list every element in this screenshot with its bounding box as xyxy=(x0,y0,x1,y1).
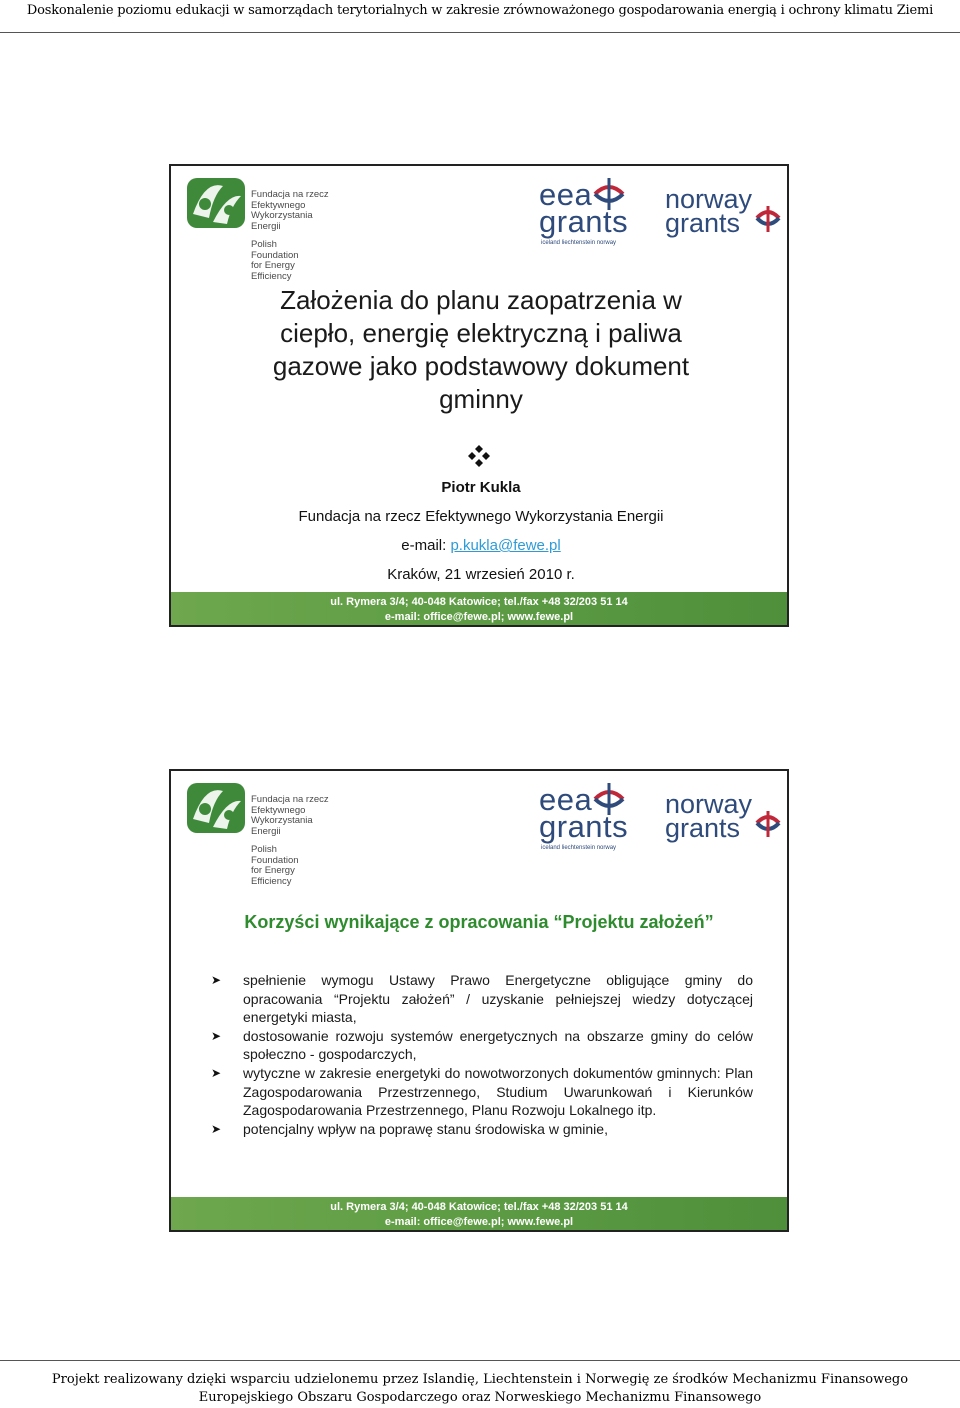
slide-1-info xyxy=(191,477,771,593)
author-name: Piotr Kukla xyxy=(441,479,521,496)
fewe-en-line: Polish xyxy=(251,239,277,250)
date-line: Kraków, 21 wrzesień 2010 r. xyxy=(387,566,575,583)
grants-word: grants xyxy=(539,809,629,844)
page-footer-line: Projekt realizowany dzięki wsparciu udzielonemu przez Islandię, Liechtenstein i Norwegię ze środków Mechanizmu Finansowego xyxy=(51,1372,909,1387)
arrow-bullet-icon: ➤ xyxy=(211,1121,222,1136)
fewe-logo xyxy=(183,779,353,889)
list-item xyxy=(211,1120,753,1139)
fewe-en-line: for Energy xyxy=(251,865,295,876)
slide-footer-band xyxy=(171,1197,787,1230)
fewe-en-line: for Energy xyxy=(251,260,295,271)
fewe-logo xyxy=(183,174,353,284)
fewe-pl-line: Energii xyxy=(251,825,281,837)
email-link[interactable]: p.kukla@fewe.pl xyxy=(450,537,561,554)
slide-2-title: Korzyści wynikające z opracowania “Projektu założeń” xyxy=(244,912,714,932)
fewe-pl-line: Wykorzystania xyxy=(251,210,313,221)
grants-word: grants xyxy=(665,813,741,843)
slide-footer-contact: e-mail: office@fewe.pl; www.fewe.pl xyxy=(384,1216,574,1228)
grants-word: grants xyxy=(665,208,741,238)
slide-footer-address: ul. Rymera 3/4; 40-048 Katowice; tel./fax +48 32/203 51 14 xyxy=(330,596,628,608)
norway-knot-icon xyxy=(755,204,781,234)
list-item xyxy=(211,1027,753,1064)
fewe-pl-line: Energii xyxy=(251,220,281,232)
fewe-en-line: Foundation xyxy=(251,854,299,866)
slide-1-title xyxy=(211,284,751,416)
norway-word: norway xyxy=(665,184,753,214)
arrow-bullet-icon: ➤ xyxy=(211,1065,222,1080)
eea-word: eea xyxy=(539,177,593,212)
grants-word: grants xyxy=(539,204,629,239)
eea-grants-logo xyxy=(539,174,639,244)
norway-word: norway xyxy=(665,789,753,819)
list-item xyxy=(211,971,753,1027)
list-item xyxy=(211,1064,753,1120)
eea-subtitle: iceland liechtenstein norway xyxy=(541,240,617,246)
arrow-bullet-icon: ➤ xyxy=(211,973,222,987)
fewe-pl-line: Fundacja na rzecz xyxy=(251,794,329,805)
email-line xyxy=(191,535,771,564)
list-item-text: wytyczne w zakresie energetyki do nowotworzonych dokumentów gminnych: Plan Zagospodarowania Przestrzennego, Studium Uwarunkowań i Kierunków Zagospodarowania Przestrzennego, Planu Rozwoju Lokalnego itp. xyxy=(243,1064,753,1119)
eea-grants-logo xyxy=(539,779,639,849)
list-item-text: spełnienie wymogu Ustawy Prawo Energetyczne obligujące gminy do opracowania “Projektu założeń” / uzyskanie pełniejszej wiedzy dotyczącej energetyki miasta, xyxy=(243,972,753,1026)
page-footer-line: Europejskiego Obszaru Gospodarczego oraz Norweskiego Mechanizmu Finansowego xyxy=(198,1390,762,1405)
slide-1-title-line: gminny xyxy=(439,384,523,414)
benefits-list xyxy=(211,971,753,1138)
page-header-text: Doskonalenie poziomu edukacji w samorządach terytorialnych w zakresie zrównoważonego gospodarowania energią i ochrony klimatu Ziemi xyxy=(26,3,934,18)
slide-2 xyxy=(169,769,789,1232)
fewe-pl-line: Fundacja na rzecz xyxy=(251,189,329,200)
page-header xyxy=(0,0,960,33)
page-footer xyxy=(0,1360,960,1408)
norway-grants-logo xyxy=(665,186,785,246)
slide-1-title-line: ciepło, energię elektryczną i paliwa xyxy=(280,318,682,348)
slide-1 xyxy=(169,164,789,627)
eea-subtitle: iceland liechtenstein norway xyxy=(541,845,617,851)
organization-name: Fundacja na rzecz Efektywnego Wykorzystania Energii xyxy=(298,508,664,525)
email-label: e-mail: xyxy=(401,537,451,554)
slide-footer-band xyxy=(171,592,787,625)
fewe-logo-mark-icon xyxy=(183,779,249,839)
fewe-en-line: Polish xyxy=(251,844,277,855)
eea-word: eea xyxy=(539,782,593,817)
slide-1-title-line: Założenia do planu zaopatrzenia w xyxy=(280,285,682,315)
fewe-logo-text xyxy=(251,190,329,282)
fewe-logo-mark-icon xyxy=(183,174,249,234)
fewe-pl-line: Efektywnego xyxy=(251,804,306,816)
arrow-bullet-icon: ➤ xyxy=(211,1028,222,1043)
fewe-en-line: Efficiency xyxy=(251,270,292,282)
slide-footer-contact: e-mail: office@fewe.pl; www.fewe.pl xyxy=(384,611,574,623)
eea-knot-icon xyxy=(591,176,627,212)
slide-footer-address: ul. Rymera 3/4; 40-048 Katowice; tel./fax +48 32/203 51 14 xyxy=(330,1201,628,1213)
list-item-text: potencjalny wpływ na poprawę stanu środowiska w gminie, xyxy=(243,1120,608,1137)
eea-knot-icon xyxy=(591,781,627,817)
diamond-ornament-icon xyxy=(467,444,491,468)
norway-grants-logo xyxy=(665,791,785,851)
list-item-text: dostosowanie rozwoju systemów energetycznych na obszarze gminy do celów społeczno - gospodarczych, xyxy=(243,1027,753,1063)
fewe-pl-line: Efektywnego xyxy=(251,199,306,211)
fewe-pl-line: Wykorzystania xyxy=(251,815,313,826)
norway-knot-icon xyxy=(755,809,781,839)
fewe-en-line: Foundation xyxy=(251,249,299,261)
fewe-logo-text xyxy=(251,795,329,887)
fewe-en-line: Efficiency xyxy=(251,875,292,887)
slide-1-title-line: gazowe jako podstawowy dokument xyxy=(272,351,690,381)
